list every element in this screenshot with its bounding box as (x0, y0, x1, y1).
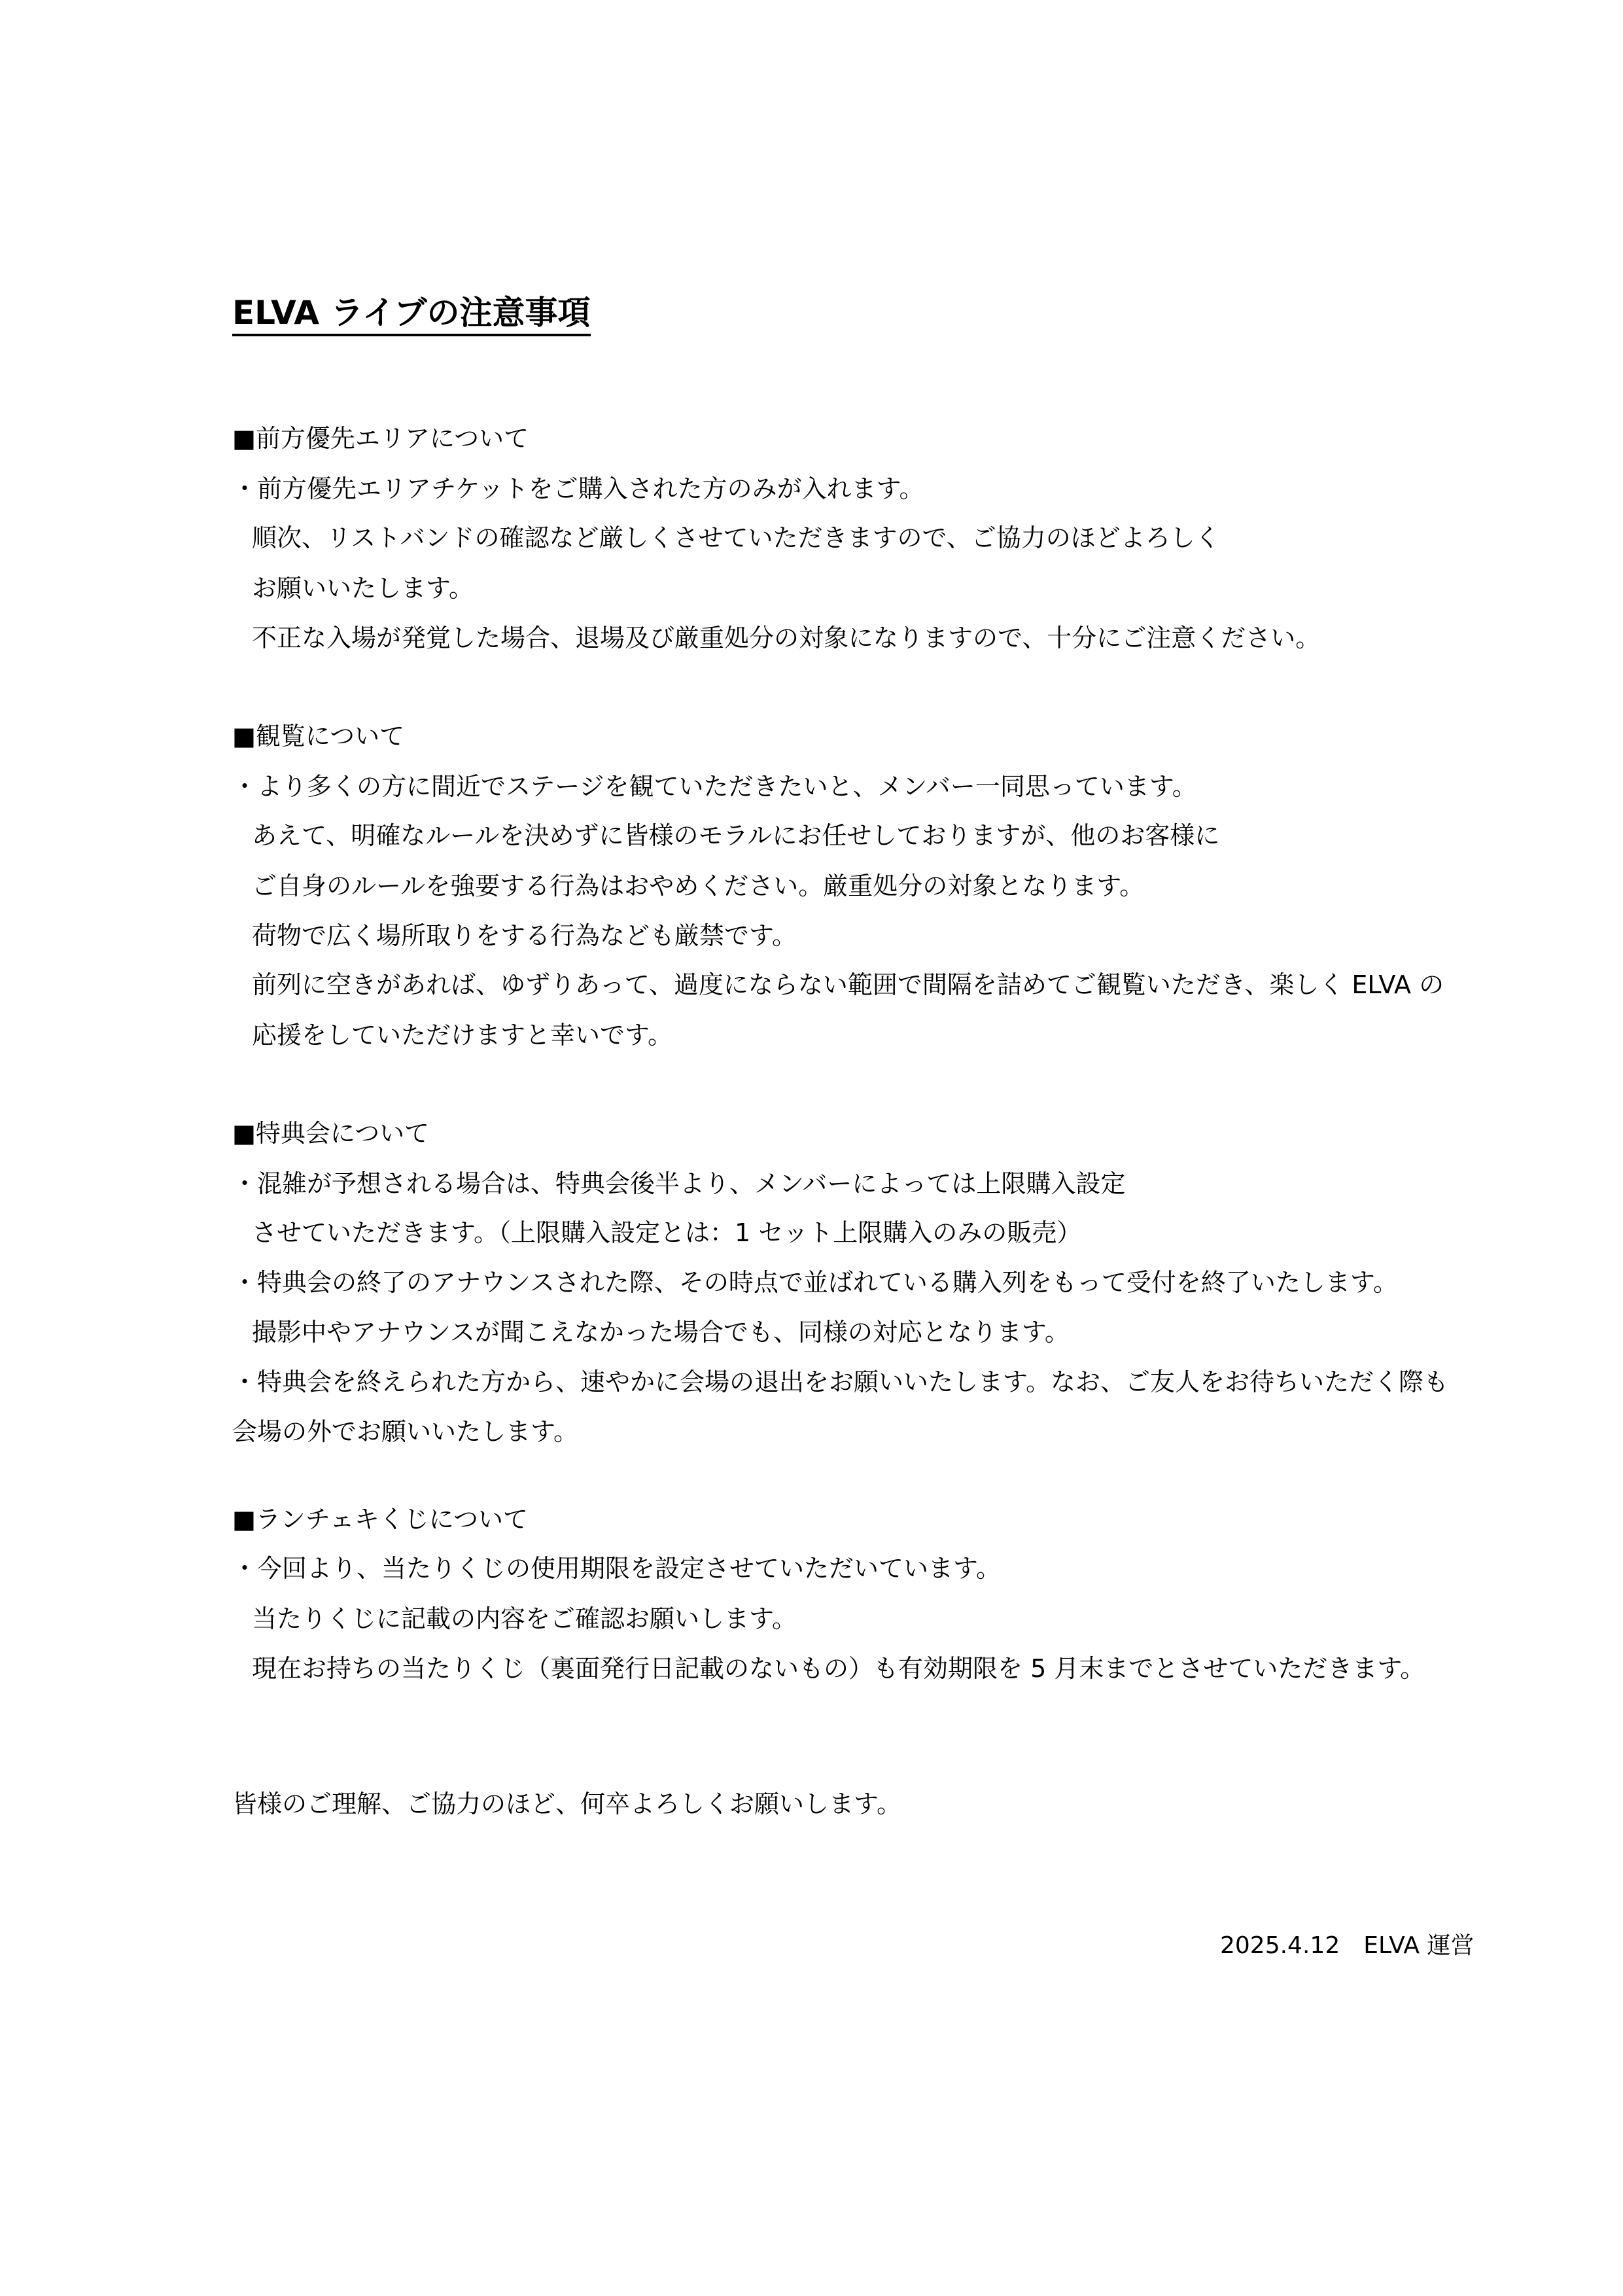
section-line: 不正な入場が発覚した場合、退場及び厳重処分の対象になりますので、十分にご注意ください。 (252, 624, 1321, 652)
document-title: ELVA ライブの注意事項 (232, 293, 591, 336)
section-line: ・より多くの方に間近でステージを観ていただきたいと、メンバー一同思っています。 (232, 772, 1197, 801)
section-line: 当たりくじに記載の内容をご確認お願いします。 (252, 1604, 797, 1633)
date-signature: 2025.4.12 ELVA 運営 (1220, 1932, 1475, 1959)
section-line: 撮影中やアナウンスが聞こえなかった場合でも、同様の対応となります。 (252, 1318, 1070, 1347)
section-heading-front-area: ■前方優先エリアについて (232, 424, 529, 453)
section-line: ・特典会を終えられた方から、速やかに会場の退出をお願いいたします。なお、ご友人をお待ちいただく際も (232, 1368, 1448, 1396)
closing-message: 皆様のご理解、ご協力のほど、何卒よろしくお願いします。 (232, 1790, 901, 1818)
section-line: ・特典会の終了のアナウンスされた際、その時点で並ばれている購入列をもって受付を終了いたします。 (232, 1268, 1398, 1297)
section-line: 応援をしていただけますと幸いです。 (252, 1021, 672, 1050)
section-line: 会場の外でお願いいたします。 (232, 1417, 578, 1446)
section-line: 順次、リストバンドの確認など厳しくさせていただきますので、ご協力のほどよろしく (252, 523, 1220, 552)
section-line: あえて、明確なルールを決めずに皆様のモラルにお任せしておりますが、他のお客様に (252, 821, 1220, 850)
section-line: ・今回より、当たりくじの使用期限を設定させていただいています。 (232, 1554, 1001, 1583)
section-line: ご自身のルールを強要する行為はおやめください。厳重処分の対象となります。 (252, 872, 1145, 900)
section-line: させていただきます。（上限購入設定とは：1 セット上限購入のみの販売） (252, 1218, 1082, 1247)
section-line: お願いいたします。 (252, 574, 474, 603)
section-heading-lottery: ■ランチェキくじについて (232, 1505, 529, 1534)
section-line: 荷物で広く場所取りをする行為なども厳禁です。 (252, 921, 797, 950)
section-line: ・前方優先エリアチケットをご購入された方のみが入れます。 (232, 474, 924, 503)
section-heading-viewing: ■観覧について (232, 722, 405, 751)
section-line: 前列に空きがあれば、ゆずりあって、過度にならない範囲で間隔を詰めてご観覧いただき、楽しく ELVA の (252, 970, 1444, 999)
section-line: ・混雑が予想される場合は、特典会後半より、メンバーによっては上限購入設定 (232, 1169, 1126, 1198)
section-line: 現在お持ちの当たりくじ（裏面発行日記載のないもの）も有効期限を 5 月末までとさせていただきます。 (252, 1654, 1425, 1683)
section-heading-benefit-event: ■特典会について (232, 1119, 430, 1148)
